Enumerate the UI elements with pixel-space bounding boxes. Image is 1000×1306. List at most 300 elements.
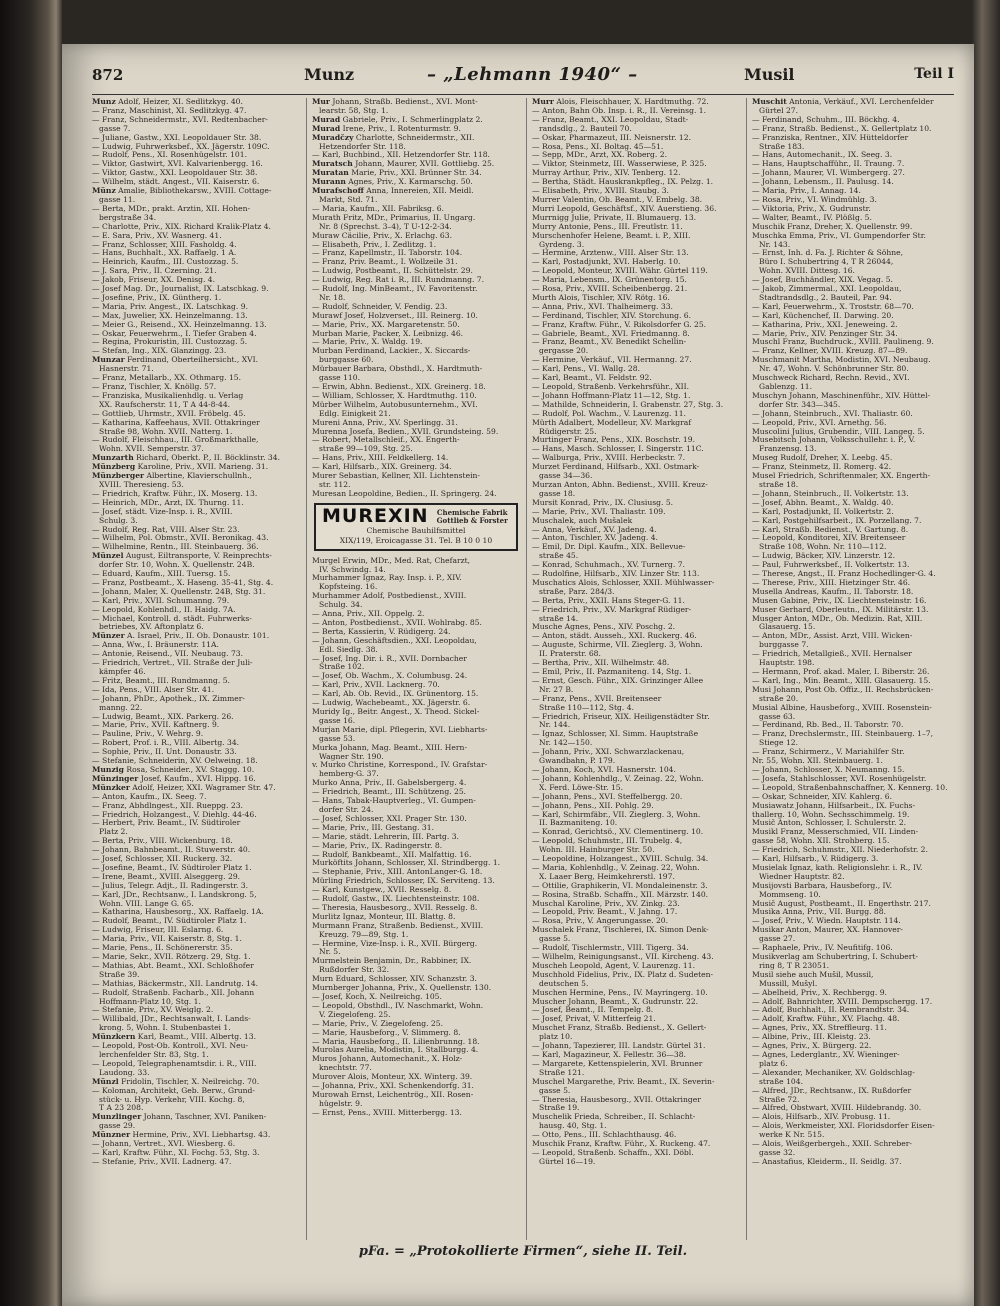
directory-entry: Markt, Std. 71.: [319, 195, 378, 204]
directory-entry: — Katharina, Kaffeehaus, XVII. Ottakringer: [92, 418, 260, 427]
book-binding: [0, 0, 62, 1306]
directory-entry: — Franziska, Musikalienhdlg. u. Verlag: [92, 391, 244, 400]
directory-entry: — Franz, Abhdlngest., XII. Rueppg. 23.: [92, 801, 243, 810]
directory-entry: — Alois, Hilfsarb., XIV. Probusg. 11.: [752, 1113, 891, 1122]
directory-entry: — Franz, Beamt., XV. Benedikt Schellin-: [532, 338, 687, 347]
directory-entry: — Leopold, Post-Ob. Kontroll., XVI. Neu-: [92, 1042, 249, 1051]
directory-entry: — Maria, Priv. Angest., IX. Latschkag. 9.: [92, 302, 248, 311]
directory-entry: — Berta, Kassierin, V. Rüdigerg. 24.: [312, 627, 451, 636]
directory-entry: — Konrad, Gerichtsö., XV. Clementinerg. 10.: [532, 828, 704, 837]
directory-entry: — Karl, Beamt., VI. Feldstr. 92.: [532, 374, 652, 383]
directory-entry: — Rudolf, Schneider, V. Fendig. 23.: [312, 302, 448, 311]
directory-page: [62, 44, 974, 1306]
directory-entry: — Josef, Koch, X. Neilreichg. 105.: [312, 993, 442, 1001]
directory-entry: Murmann Franz, Straßenb. Bedienst., XVIII.: [312, 921, 484, 930]
directory-entry: — Franz, Tischler, X. Knöllg. 57.: [92, 383, 217, 391]
directory-entry: Murban Marie, Packer, X. Leibnizg. 46.: [312, 329, 464, 338]
directory-entry: — Marie, Priv., X. Waldg. 19.: [312, 338, 423, 347]
directory-entry: — Hans, Automechanit., IX. Seeg. 3.: [752, 151, 893, 160]
directory-entry: — Friedrich, Kraftw. Führ., IX. Moserg. 13.: [92, 489, 258, 498]
directory-entry: — Max, Juwelier, XX. Heinzelmanng. 13.: [92, 311, 248, 320]
directory-entry: — Josef, Beamt., II. Tempelg. 8.: [532, 1006, 654, 1015]
directory-entry: — Hans, Tabak-Hauptverleg., VI. Gumpen-: [312, 797, 476, 806]
column-entries: [532, 98, 740, 1167]
directory-entry: — Rosa, Pens., XI. Boltag. 45—51.: [532, 142, 664, 151]
directory-entry: Murawf Josef, Holzverset., III. Reinerg. 10.: [312, 311, 478, 320]
column-entries: [312, 98, 520, 499]
directory-entry: Wohn. VIII. Lange G. 65.: [99, 899, 194, 908]
directory-entry: Murzan Anton, Abhn. Bedienst., XVIII. Kreuz-: [532, 480, 708, 489]
directory-entry: — Anton, Kaufm., IX. Seeg. 7.: [92, 792, 207, 801]
directory-entry: — Konrad, Schuhmach., XV. Turnerg. 7.: [532, 561, 685, 570]
page-edge: [972, 0, 1000, 1306]
directory-entry: Murschenhofer Helene, Beamt. i. P., XIII.: [532, 231, 691, 240]
directory-entry: — Auguste, Schirme, VII. Zieglerg. 3, Wohn.: [532, 641, 703, 650]
directory-entry: — Hermine, Verkäuf., VII. Hermanng. 27.: [532, 356, 692, 365]
directory-entry: — Maria, Priv., I. Annag. 14.: [752, 187, 861, 196]
directory-entry: gasse 11.: [99, 195, 136, 204]
page-header: [92, 64, 954, 90]
directory-entry: Nr. 142—150.: [539, 739, 593, 748]
directory-entry: — Sophie, Priv., II. Unt. Donaustr. 33.: [92, 748, 237, 757]
directory-entry: — Marie, Priv., XX. Margaretenstr. 50.: [312, 320, 460, 329]
directory-entry: — Anastafius, Kleiderm., II. Seidlg. 37.: [752, 1157, 902, 1166]
column-entries: [752, 98, 954, 1167]
directory-entry: — Leopold, Straßenb. Schaffn., XXI. Döbl.: [532, 1148, 694, 1157]
directory-entry: Murgel Erwin, MDr., Med. Rat, Chefarzt,: [312, 556, 471, 565]
directory-entry: — Josefine, Priv., IX. Güntherg. 1.: [92, 293, 222, 302]
directory-entry: — Sepp, MDr., Arzt, XX. Roberg. 2.: [532, 151, 667, 160]
directory-entry: Musger Anton, MDr., Ob. Medizin. Rat, XIII.: [752, 614, 923, 623]
directory-entry: — Fritz, Beamt., III. Rundmanng. 5.: [92, 676, 230, 685]
directory-entry: gasse 5.: [539, 1086, 571, 1095]
directory-entry: — Margarete, Kettenspielerin, XVI. Brunner: [532, 1059, 703, 1068]
directory-entry: burggasse 60.: [319, 356, 374, 365]
directory-entry: Murafschoff Anna, Innereien, XII. Meidl.: [312, 187, 474, 196]
directory-entry: gasse 34—36.: [539, 472, 593, 481]
directory-entry: — Johann, Vertret., XVI. Wiesberg. 6.: [92, 1140, 236, 1149]
directory-entry: Nr. 143.: [759, 240, 791, 249]
directory-entry: — Marie, Priv., XVII. Kaftnerg. 9.: [92, 721, 220, 730]
directory-entry: Franzensg. 13.: [759, 445, 817, 454]
directory-entry: Wohn. XVIII. Dittesg. 16.: [759, 267, 855, 276]
directory-entry: Murath Fritz, MDr., Primarius, II. Ungarg.: [312, 213, 476, 222]
directory-entry: — Rudolf, Beamt., IV. Südtiroler Platz 1.: [92, 917, 247, 926]
directory-entry: — Rudolf, Reg. Rat, VIII. Alser Str. 23.: [92, 525, 240, 534]
directory-entry: Musielak Ignaz, kath. Religionslehr. i. R., IV.: [752, 863, 923, 872]
directory-entry: — Wilhelm, Pol. Obmstr., XVII. Beronikag. 43.: [92, 534, 269, 543]
directory-entry: — Bertha, Städt. Hauskrankpfleg., IX. Pelzg. 1.: [532, 178, 714, 187]
directory-entry: — Karl, Kraftw. Führ., XI. Fochg. 53, Stg. 3.: [92, 1148, 260, 1157]
directory-entry: Muschhold Fidelius, Priv., IX. Platz d. Sudeten-: [532, 970, 714, 979]
directory-entry: — Stefan, Ing., XIX. Glanzingg. 23.: [92, 347, 227, 356]
directory-entry: — Anna, Ww., I. Bräunerstr. 11A.: [92, 641, 219, 650]
directory-entry: — Anton, städt. Ausseh., XXI. Ruckerg. 46.: [532, 632, 697, 641]
directory-entry: Munzarth Richard, Oberkt. P., II. Böcklinstr. 34.: [92, 454, 281, 463]
ad-brand-name: MUREXIN: [322, 505, 429, 528]
directory-entry: — Johann, Geschäftsdien., XXI. Leopoldau,: [312, 636, 477, 645]
directory-entry: — Maria, Priv., VII. Kaiserstr. 8, Stg. 1.: [92, 935, 242, 944]
directory-entry: — Franz, Schneidermstr., XVI. Redtenbacher-: [92, 115, 268, 124]
directory-entry: X. Ferd. Löwe-Str. 15.: [539, 783, 624, 792]
directory-entry: Rußdorfer Str. 32.: [319, 966, 390, 975]
directory-entry: — Mathias, Abt. Beamt., XXI. Schloßhofer: [92, 961, 254, 970]
directory-entry: — Marie, Priv., XIV. Penzinger Str. 34.: [752, 329, 898, 338]
directory-entry: Straße 98, Wohn. XVII. Natterg. 1.: [99, 427, 233, 436]
directory-entry: Musche Agnes, Pens., XIV. Poschg. 2.: [532, 623, 676, 632]
directory-entry: — Oskar, Feuerwehrm., I. Tiefer Graben 4.: [92, 329, 257, 338]
directory-entry: — Anna, Priv., XVI. Thalheimerg. 33.: [532, 302, 673, 311]
directory-entry: — Josef, Buchhändler, XIX. Vegag. 5.: [752, 276, 893, 285]
header-left-word: Munz: [304, 65, 355, 84]
directory-entry: XX. Raufscherstr. 11, T A 44-8-44.: [99, 400, 231, 409]
directory-entry: — Oskar, Pharmazeut, III. Neisnerstr. 12.: [532, 133, 691, 142]
ad-address: XIX/119, Eroicagasse 31. Tel. B 10 0 10: [339, 535, 493, 545]
directory-entry: learstr. 58, Stg. 1.: [319, 106, 389, 115]
directory-entry: gasse 27.: [759, 935, 796, 944]
directory-entry: Musebitsch Johann, Volksschullehr. i. P., V.: [752, 436, 916, 445]
directory-entry: Muradčzy Charlotte, Schneidermstr., XII.: [312, 133, 475, 142]
directory-entry: gasse 63.: [759, 712, 796, 721]
directory-entry: — Juliane, Gastw., XXI. Leopoldauer Str. 38.: [92, 133, 262, 142]
directory-entry: platz 10.: [539, 1033, 573, 1042]
directory-entry: — Franz, Kapellmstr., II. Taborstr. 104.: [312, 249, 463, 258]
directory-entry: Murry Antonie, Pens., III. Freutlstr. 11.: [532, 222, 683, 231]
directory-entry: — Anna, Verkäuf., XV. Jadeng. 4.: [532, 525, 657, 534]
directory-entry: — Walburga, Priv., XVIII. Herbeckstr. 7.: [532, 454, 685, 463]
directory-entry: Straße 39.: [99, 970, 140, 979]
directory-entry: Kopfsteing. 16.: [319, 583, 378, 592]
directory-entry: Mürbauer Barbara, Obsthdl., X. Hardtmuth-: [312, 365, 483, 374]
directory-entry: Münzer A. Israel, Priv., II. Ob. Donaustr. 101.: [92, 632, 270, 641]
directory-entry: Musijovsti Barbara, Hausbeforg., IV.: [752, 881, 893, 890]
directory-entry: — Ludwig, Fuhrwerksbef., XX. Jägerstr. 109C.: [92, 142, 270, 151]
directory-entry: — Koloman, Architekt, Geb. Berw., Grund-: [92, 1086, 255, 1095]
directory-entry: — Leopoldine, Holzangest., XVIII. Schulg. 34.: [532, 855, 709, 864]
directory-entry: — Marie, Priv., XVI. Thaliastr. 109.: [532, 507, 666, 516]
directory-entry: — Josef, städt. Vize-Insp. i. R., XVIII.: [92, 507, 233, 516]
directory-entry: Münzel August, Eiltransporte, V. Reinprechts-: [92, 552, 272, 561]
directory-entry: Münzberger Albertine, Klavierschullnh.,: [92, 472, 252, 481]
column-1: [92, 98, 300, 1240]
directory-entry: Murowah Ernst, Leichentrög., XII. Rosen-: [312, 1090, 474, 1099]
directory-entry: — Franz, Kellner, XVIII. Kreuzg. 87—89.: [752, 347, 908, 356]
directory-entry: IV. Schwindg. 14.: [319, 565, 386, 574]
directory-entry: Muraw Cäcilie, Priv., X. Erlachg. 63.: [312, 231, 453, 240]
directory-entry: Murover Alois, Monteur, XX. Winterg. 39.: [312, 1073, 473, 1082]
directory-entry: — Charlotte, Priv., XIX. Richard Kralik-Platz 4.: [92, 222, 271, 231]
directory-entry: — Stefanie, Priv., XVII. Ladnerg. 47.: [92, 1157, 232, 1166]
directory-entry: straße 14.: [539, 614, 579, 623]
directory-entry: hügelstr. 9.: [319, 1099, 363, 1108]
directory-entry: Murn Eduard, Schlosser, XIV. Schanzstr. 3.: [312, 975, 477, 984]
directory-entry: — Franziska, Rentner., XIV. Hütteldorfer: [752, 133, 909, 142]
directory-entry: — Franz, Priv. Beamt., I. Wollzeile 31.: [312, 258, 458, 267]
directory-entry: lerchenfelder Str. 83, Stg. 1.: [99, 1050, 209, 1059]
directory-entry: — Johann, Koch, XVI. Hasnerstr. 104.: [532, 765, 676, 774]
directory-entry: Musič August, Postbeamt., II. Engerthstr. 217.: [752, 899, 931, 908]
directory-entry: Musial Albine, Hausbeforg., XVIII. Rosenstein-: [752, 703, 932, 712]
directory-entry: — Karl, JDr., Rechtsanw., I. Landskrong. 5,: [92, 890, 257, 899]
header-title: – „Lehmann 1940“ –: [427, 64, 638, 85]
directory-entry: — Johann, Priv., XXI. Schwarzlackenau,: [532, 748, 685, 757]
directory-entry: Mommseng. 10.: [759, 890, 821, 899]
directory-entry: Mussill, Mušyl.: [759, 979, 818, 988]
directory-entry: — Leopold, Kohlenhdl., II. Haidg. 7A.: [92, 605, 236, 614]
directory-entry: Wagner Str. 190.: [319, 752, 384, 761]
directory-entry: — Karl, Ing., Min. Beamt., XIII. Glasauerg. 15.: [752, 676, 931, 685]
directory-entry: — Karl, Hilfsarb., XIX. Greinerg. 34.: [312, 463, 452, 472]
directory-entry: Murann Agnes, Priv., X. Karmarschg. 50.: [312, 178, 473, 187]
directory-entry: Murlitz Ignaz, Monteur, III. Blattg. 8.: [312, 912, 456, 921]
directory-entry: Hoffmann-Platz 10, Stg. 1.: [99, 997, 201, 1006]
directory-entry: gasse 16.: [319, 716, 356, 725]
directory-entry: Musikverlag am Schubertring, I. Schubert-: [752, 953, 918, 961]
directory-entry: Schulg. 34.: [319, 601, 363, 610]
directory-entry: kämpfer 46.: [99, 668, 146, 676]
directory-entry: — Adolf, Bahnrichter, XVIII. Dempschergg. 17.: [752, 997, 933, 1006]
directory-entry: — Johann, PhDr., Apothek., IX. Zimmer-: [92, 694, 246, 703]
directory-entry: Munzlinger Johann, Taschner, XVI. Paniken-: [92, 1113, 267, 1122]
directory-entry: — Hans, Priv., XIII. Feldkellerg. 14.: [312, 454, 449, 463]
directory-entry: — Marie, städt. Lehrerin, III. Partg. 3.: [312, 832, 459, 841]
directory-entry: Musič Anton, Schlosser, I. Schulerstr. 2.: [752, 819, 907, 828]
directory-entry: Hauptstr. 198.: [759, 659, 815, 668]
directory-entry: Murko Anna, Priv., II. Gabelsbergerg. 4.: [312, 779, 467, 788]
directory-entry: Wiedner Hauptstr. 82.: [759, 872, 845, 881]
directory-entry: — Leopold, Priv. Beamt., V. Jahng. 17.: [532, 908, 678, 917]
directory-entry: Rüdigerstr. 25.: [539, 427, 597, 436]
directory-entry: Münz Amalie, Bibliothekarsw., XVIII. Cottage-: [92, 187, 272, 196]
directory-entry: — Maria, Lebensm., IX. Grünentorg. 15.: [532, 276, 687, 285]
directory-entry: Straße 183.: [759, 142, 805, 151]
directory-entry: — Viktor, Gastw., XXI. Leopoldauer Str. 38.: [92, 169, 258, 178]
directory-entry: Muscolini Julius, Grubendir., VIII. Langeg. 5.: [752, 427, 925, 436]
directory-entry: — Viktor, Steinmetz, III. Wasserwiese, P. 325.: [532, 160, 707, 169]
directory-entry: — Franz, Straßb. Bedienst., X. Gellertplatz 10.: [752, 124, 932, 133]
directory-entry: — Ludwig, Postbeamt., II. Schüttelstr. 29.: [312, 267, 473, 276]
directory-entry: Nr. 47, Wohn. V. Schönbrunner Str. 80.: [759, 365, 909, 374]
directory-entry: Nr. 27 B.: [539, 685, 574, 694]
directory-entry: Muschalek Franz, Tischlerei, IX. Simon Denk-: [532, 926, 709, 935]
directory-entry: — Adolf, Buchhalt., II. Rembrandtstr. 34.: [752, 1006, 910, 1015]
directory-entry: Murad Irene, Priv., I. Rotenturmstr. 9.: [312, 124, 461, 133]
directory-entry: Musel Friedrich, Schriftenmaler, XX. Engerth-: [752, 472, 931, 481]
page-number: 872: [92, 66, 124, 84]
directory-entry: dorfer Str. 343—345.: [759, 400, 841, 409]
directory-entry: Muschel Margarethe, Priv. Beamt., IX. Severin-: [532, 1077, 715, 1086]
directory-entry: — Ernst, Pens., XVIII. Mitterbergg. 13.: [312, 1108, 462, 1117]
directory-entry: — Meier G., Reisend., XX. Heinzelmanng. 13.: [92, 320, 267, 329]
directory-entry: — Elisabeth, Priv., I. Zedlitzg. 1.: [312, 240, 437, 249]
directory-entry: — Eduard, Kaufm., XIII. Tuersg. 15.: [92, 570, 231, 579]
directory-entry: Muschyn Johann, Maschinenführ., XIV. Hüttel-: [752, 391, 931, 400]
directory-entry: V. Ziegelofeng. 25.: [319, 1010, 391, 1019]
directory-entry: — Johann, Maler, X. Quellenstr. 24B, Stg. 31.: [92, 587, 266, 596]
directory-entry: gasse 7.: [99, 124, 131, 133]
directory-entry: — Hans, Masch. Schlosser, I. Singerstr. 11C.: [532, 445, 704, 454]
directory-entry: — Friedrich, Vertret., VII. Straße der Juli-: [92, 659, 253, 668]
directory-entry: — Maria, Hausbeforg., II. Lilienbrunng. 18.: [312, 1037, 480, 1046]
directory-entry: Stiege 12.: [759, 739, 799, 748]
directory-entry: — Rosa, Priv., XVIII. Scheibenbergg. 21.: [532, 285, 688, 294]
directory-entry: — Johann, Pens., XII. Pohlg. 29.: [532, 801, 654, 810]
directory-entry: — Bertha, Priv., XII. Wilhelmstr. 48.: [532, 659, 670, 668]
directory-entry: straße 104.: [759, 1077, 803, 1086]
directory-entry: — Josef, Privat, V. Mitterfeig 21.: [532, 1015, 656, 1024]
directory-entry: Glasauerg. 15.: [759, 623, 816, 632]
directory-entry: — Theresia, Hausbesorg., XVII. Ottakringer: [532, 1095, 701, 1104]
directory-entry: — Johann, Pens., XVI. Steffelbergg. 20.: [532, 792, 683, 801]
directory-entry: — Leopold, Schuhmstr., III. Trubelg. 4,: [532, 837, 683, 846]
directory-entry: Muschl Franz, Buchdruck., XVIII. Paulineng. 9.: [752, 338, 934, 347]
directory-entry: Muratan Marie, Priv., XXI. Brünner Str. 34.: [312, 169, 482, 178]
directory-entry: betriebes, XV. Aftonplatz 6.: [99, 623, 204, 632]
directory-entry: — Friedrich, Schuhmstr., XII. Niederhofstr. 2.: [752, 846, 928, 855]
directory-entry: — Hermine, Arztenw., VIII. Alser Str. 13.: [532, 249, 689, 258]
directory-entry: Laudong. 33.: [99, 1068, 150, 1077]
directory-entry: Murad Gabriele, Priv., I. Schmerlingplatz 2.: [312, 115, 483, 124]
directory-entry: — Johann, Lebensm., II. Paulusg. 14.: [752, 178, 894, 187]
directory-entry: — Karl, Postadjunkt, II. Volkertstr. 2.: [752, 507, 894, 516]
directory-entry: — Leopold, Monteur, XVIII. Währ. Gürtel 119.: [532, 267, 708, 276]
ad-tagline: [437, 509, 508, 525]
directory-entry: — Karl, Buchbind., XII. Hetzendorfer Str. 118.: [312, 151, 490, 160]
directory-entry: Straße 121.: [539, 1068, 585, 1077]
directory-entry: — Robert, Metallschleif., XX. Engerth-: [312, 436, 460, 445]
directory-entry: straße 18.: [759, 480, 799, 489]
directory-entry: Muschatics Alois, Schlosser, XXII. Mühlwasser-: [532, 578, 715, 587]
directory-entry: — Ida, Pens., VIII. Alser Str. 41.: [92, 685, 215, 694]
directory-entry: — Adolf, Kraftw. Führ., XV. Flachg. 48.: [752, 1015, 900, 1024]
directory-entry: — Wilhelm, Reinigungsanst., VII. Kircheng. 43.: [532, 953, 714, 961]
directory-entry: II. Bazmaniteng. 10.: [539, 819, 618, 828]
directory-entry: Musil siehe auch Mušil, Mussil,: [752, 970, 874, 979]
directory-entry: — Leopold, Obsthdl., IV. Naschmarkt, Wohn.: [312, 1001, 484, 1010]
directory-entry: Murmelstein Benjamin, Dr., Rabbiner, IX.: [312, 957, 472, 966]
directory-entry: — Karl, Magazineur, X. Fellestr. 36—38.: [532, 1050, 686, 1059]
directory-entry: Straße 72.: [759, 1095, 800, 1104]
directory-entry: Muschweck Richard, Rechn. Revid., XVI.: [752, 374, 910, 383]
directory-entry: Muschalek, auch Mušalek: [532, 516, 633, 525]
directory-entry: — Wilhelmine, Rentn., III. Steinbauerg. 36.: [92, 543, 259, 552]
directory-entry: XVIII. Theresieng. 53.: [99, 480, 184, 489]
directory-entry: Straße 110—112, Stg. 4.: [539, 703, 634, 712]
directory-entry: Hetzendorfer Str. 118.: [319, 142, 406, 151]
directory-entry: straße 99—109, Stg. 25.: [319, 445, 413, 454]
directory-entry: stück- u. Hyp. Verkehr, VIII. Kochg. 8,: [99, 1095, 245, 1104]
header-rule: [92, 94, 954, 95]
directory-entry: dorfer Str. 10, Wohn. X. Quellenstr. 24B.: [99, 561, 255, 570]
directory-entry: — Karl, Priv., XVII. Schumanng. 79.: [92, 596, 230, 605]
directory-entry: — Friedrich, Metallgieß., XVII. Hernalser: [752, 650, 912, 659]
directory-entry: Murka Johann, Mag. Beamt., XIII. Hern-: [312, 743, 468, 752]
directory-entry: Munzig Rosa, Schneider., XV. Staggg. 10.: [92, 765, 255, 774]
murexin-advertisement: [314, 503, 518, 551]
directory-entry: — Karl, Hilfsarb., V. Rüdigerg. 3.: [752, 855, 879, 864]
directory-entry: — Heinrich, MDr., Arzt, IX. Thurng. 11.: [92, 498, 244, 507]
directory-entry: Hasnerstr. 71.: [99, 365, 154, 374]
directory-entry: — Ferdinand, Rb. Bed., II. Taborstr. 70.: [752, 721, 904, 730]
directory-entry: — Franz, Beamt., XXI. Leopoldau, Stadt-: [532, 115, 689, 124]
directory-entry: Mureni Anna, Priv., XV. Sperlingg. 31.: [312, 418, 458, 427]
directory-entry: Murray Arthur, Priv., XIV. Tenberg. 12.: [532, 169, 681, 178]
directory-entry: — Marie, Priv., III. Gestang. 31.: [312, 823, 435, 832]
directory-entry: Muschmanit Martha, Modistin, XVI. Neubaug.: [752, 356, 931, 365]
directory-entry: — Johann Hoffmann-Platz 11—12, Stg. 1.: [532, 391, 691, 400]
directory-entry: — Franz, Postbeamt., X. Haseng. 35-41, Stg. 4.: [92, 578, 274, 587]
directory-entry: thallerg. 10, Wohn. Sechsschimmelg. 19.: [752, 810, 910, 819]
directory-entry: — Katharina, Priv., XXI. Jeneweing. 2.: [752, 320, 898, 329]
directory-entry: — Regina, Prokuristin, III. Custozzag. 5.: [92, 338, 248, 347]
directory-entry: Musikar Anton, Maurer, XX. Hannover-: [752, 926, 903, 935]
directory-entry: X. Laaer Berg, Heimkehrerstl. 197.: [539, 872, 675, 881]
directory-entry: — Ludwig, Bäcker, XIV. Linzerstr. 12.: [752, 552, 896, 561]
ad-tagline-2: Gottlieb & Forster: [436, 515, 508, 525]
directory-entry: — Agnes, Lederglantr., XV. Wieninger-: [752, 1050, 900, 1059]
directory-entry: — Abelheid, Priv., X. Rechbergg. 9.: [752, 988, 887, 997]
directory-entry: dorfer Str. 24.: [319, 805, 374, 814]
directory-entry: Muschelik Frieda, Schreiber., II. Schlacht-: [532, 1113, 696, 1122]
directory-entry: — Karl, Feuerwehrm., X. Troststr. 68—70.: [752, 302, 914, 311]
directory-entry: Murer Sebastian, Kellner, XII. Lichtenstein-: [312, 472, 480, 481]
directory-entry: knechtstr. 77.: [319, 1064, 372, 1073]
column-3: [532, 98, 740, 1240]
directory-entry: — Emil, Dr. Dipl. Kaufm., XIX. Bellevue-: [532, 543, 686, 552]
directory-entry: Musi Johann, Post Ob. Offiz., II. Rechsbrücken-: [752, 685, 934, 694]
directory-entry: Murköftits Johann, Schlosser, XI. Strindbergg. 1.: [312, 859, 501, 868]
header-part: Teil I: [914, 66, 954, 82]
directory-entry: Nr. 144.: [539, 721, 571, 730]
directory-entry: — Agnes, Priv., XX. Streffleurg. 11.: [752, 1024, 887, 1033]
directory-entry: — Albine, Priv., III. Kleistg. 23.: [752, 1033, 871, 1042]
directory-entry: — Johann, Steinbruch., XVI. Thaliastr. 60.: [752, 409, 913, 418]
directory-entry: — Josef, Schlosser, XXI. Prager Str. 130.: [312, 814, 467, 823]
directory-entry: — Rudolf, Bankbeamt., XII. Malfattig. 16.: [312, 850, 472, 859]
directory-entry: Stadtrandsdlg., 2. Bauteil, Par. 94.: [759, 293, 892, 302]
directory-entry: bergstraße 34.: [99, 213, 157, 222]
directory-entry: — Herbert, Priv. Beamt., IV. Südtiroler: [92, 819, 241, 828]
directory-entry: — Marie, Sekr., XVII. Rötzerg. 29, Stg. 1.: [92, 953, 251, 961]
directory-entry: — Rudolf, Tischlermstr., VIII. Tigerg. 34.: [532, 944, 689, 953]
column-entries-after-ad: [312, 557, 520, 1118]
directory-entry: Musiawatz Johann, Hilfsarbeit., IX. Fuchs-: [752, 801, 916, 810]
directory-entry: — Marie, Priv., V. Ziegelofeng. 25.: [312, 1019, 443, 1028]
directory-entry: Wohn. III. Hainburger Str. 50.: [539, 846, 655, 855]
directory-entry: Straße 102.: [319, 663, 365, 672]
directory-entry: — Marie, Priv., IX. Radingerstr. 8.: [312, 841, 443, 850]
directory-entry: — Friedrich, Friseur, XIX. Heiligenstädter Str.: [532, 712, 710, 721]
directory-entry: Münzkern Karl, Beamt., VIII. Albertg. 13.: [92, 1033, 256, 1042]
directory-entry: Muser Gerhard, Oberleutn., IX. Militärstr. 13.: [752, 605, 929, 614]
directory-entry: — Leopold, Telegraphenamtsdir. i. R., VIII.: [92, 1059, 257, 1068]
directory-entry: — Leopold, Straßenbahnschaffner, X. Kennerg. 10.: [752, 783, 948, 792]
directory-entry: Muresan Leopoldine, Bedien., II. Springerg. 24.: [312, 489, 497, 498]
directory-entry: — Franz, Steinmetz, II. Romerg. 42.: [752, 463, 892, 472]
ad-top-row: [322, 505, 510, 528]
directory-entry: — Jakob, Friseur, XX. Denisg. 4.: [92, 276, 216, 285]
directory-entry: — Josefine, Beamt., IV. Südtiroler Platz 1.: [92, 863, 252, 872]
directory-entry: — Antonie, Reisend., VII. Neubaug. 73.: [92, 650, 244, 659]
directory-entry: Musikl Franz, Messerschmied, VII. Linden-: [752, 828, 919, 837]
directory-entry: randsdlg., 2. Bauteil 70.: [539, 124, 632, 133]
directory-entry: — Pauline, Priv., V. Wehrg. 9.: [92, 730, 204, 739]
directory-entry: — Rosa, Priv., VI. Windmühlg. 3.: [752, 195, 877, 204]
directory-entry: Murzet Ferdinand, Hilfsarb., XXI. Ostmark-: [532, 463, 700, 472]
directory-entry: — Johann, Schlosser, X. Neumanng. 15.: [752, 765, 905, 774]
directory-entry: — Hermann, Prof. akad. Maler, I. Biberstr. 26.: [752, 668, 930, 676]
directory-entry: Münzner Hermine, Priv., XVI. Liebhartsg. 43.: [92, 1131, 271, 1140]
